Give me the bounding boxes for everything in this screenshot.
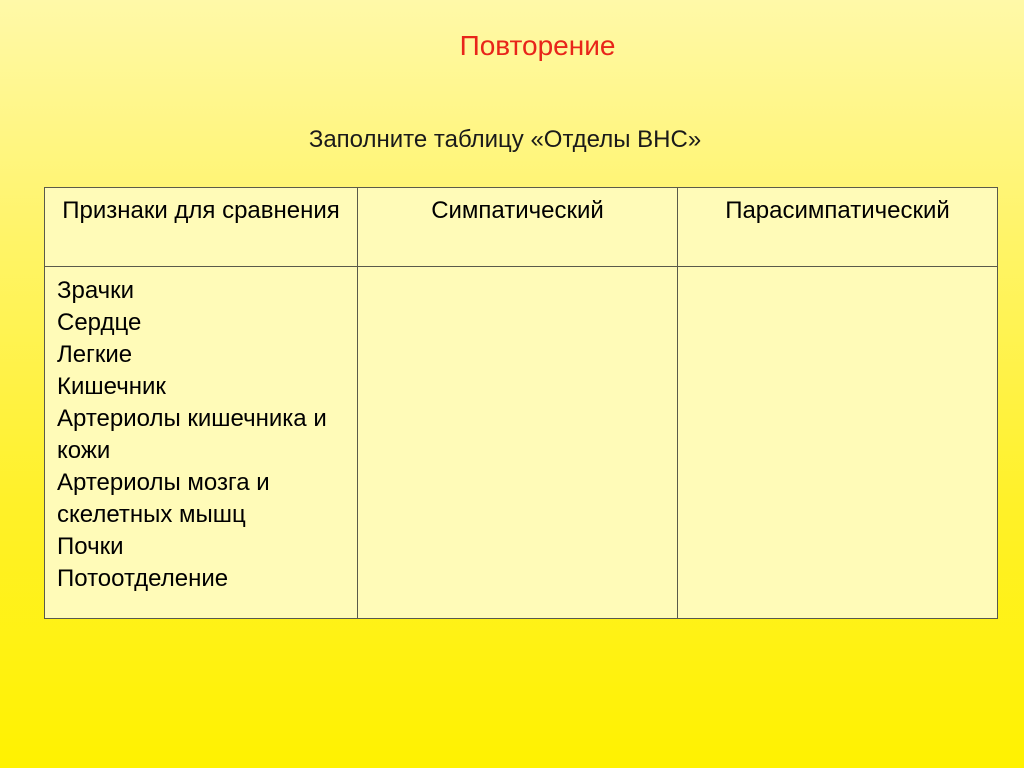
table-body-row (45, 267, 998, 619)
parasympathetic-answer-cell[interactable] (678, 267, 998, 619)
comparison-table (44, 187, 998, 619)
table-header-row (45, 188, 998, 267)
header-parasympathetic: Парасимпатический (678, 188, 998, 267)
header-sympathetic: Симпатический (358, 188, 678, 267)
slide-title: Повторение (459, 30, 616, 61)
header-criteria: Признаки для сравнения (45, 188, 358, 267)
criteria-item: Кишечник (57, 373, 166, 400)
criteria-item: Почки (57, 533, 124, 560)
criteria-item: Зрачки (57, 277, 135, 304)
criteria-list (45, 275, 357, 595)
criteria-item: Артериолы кишечника и кожи (57, 405, 327, 464)
criteria-cell (45, 267, 358, 619)
slide-subtitle: Заполните таблицу «Отделы ВНС» (308, 126, 702, 153)
criteria-item: Легкие (57, 341, 133, 368)
criteria-item: Артериолы мозга и скелетных мышц (57, 469, 270, 528)
criteria-item: Потоотделение (57, 565, 229, 592)
sympathetic-answer-cell[interactable] (358, 267, 678, 619)
criteria-item: Сердце (57, 309, 142, 336)
